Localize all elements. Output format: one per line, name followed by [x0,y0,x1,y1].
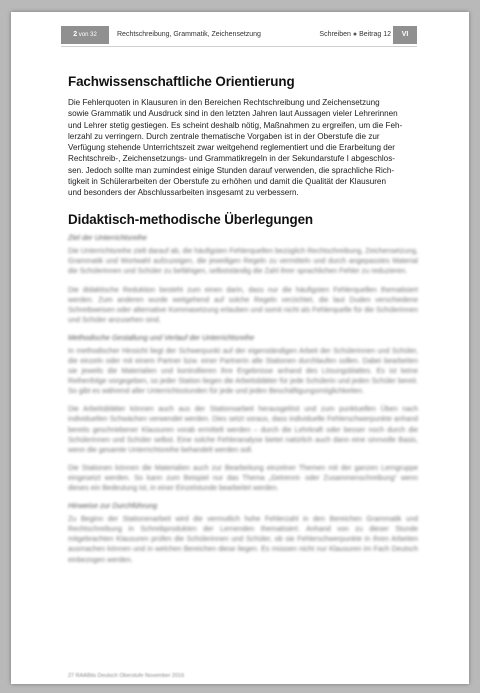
intro-line: tigkeit in Schülerarbeiten der Oberstufe zu erhöhen und damit die Qualität der Klausuren [68,176,386,186]
subheading-method: Methodische Gestaltung und Verlauf der Unterrichtsreihe [68,332,255,342]
section-badge: VI [393,26,417,44]
intro-paragraph [68,97,418,198]
intro-line: Die Fehlerquoten in Klausuren in den Bereichen Rechtschreibung und Zeichensetzung [68,98,380,107]
intro-text [68,97,418,198]
paragraph: Die Arbeitsblätter können auch aus der Stationsarbeit herausgelöst und zum punktuellen Üben nach individuellen Schwächen verwendet werden. Dies setzt voraus, dass individuelle Fehlerschwerpunkte anhand bereits geschriebener Klausuren vorab ermittelt werden – durch die Lehrkraft oder besser noch durch die Schülerinnen und Schüler selbst. Eine solche Fehleranalyse bietet natürlich auch dann eine sinnvolle Basis, wenn die gesamte Unterrichtsreihe behandelt werden soll. [68,404,418,454]
page-total: von 32 [78,32,97,38]
intro-line: sen. Jedoch sollte man zumindest einige Stunden darauf verwenden, die sprachliche Rich- [68,165,395,175]
header-divider [61,46,417,47]
paragraph: Zu Beginn der Stationenarbeit wird die vermutlich hohe Fehlerzahl in den Bereichen Grammatik und Rechtschreibung in Schreibprodukten der Lernenden thematisiert. Anhand von zu dieser Stunde mitgebrachten Klausuren prüfen die Schülerinnen und Schüler, ob sie Fehlerschwerpunkte in ihren Arbeiten ausmachen können und in welchen Bereichen diese liegen. Es müssen nicht nur Klausuren im Fach Deutsch einbezogen werden. [68,514,418,564]
paragraph: Die Stationen können die Materialien auch zur Bearbeitung einzelner Themen mit der ganzen Lerngruppe eingesetzt werden. So kann zum Beispiel nur das Thema „Getrennt- oder Zusammenschreibung“ wenn dieses ein Bedeutung ist, in einer Einzelstunde bearbeitet werden. [68,462,418,493]
subheading-notes: Hinweise zur Durchführung [68,501,158,511]
header-topic: Rechtschreibung, Grammatik, Zeichensetzung [117,31,261,38]
header-category-label: Schreiben [319,31,351,38]
main-content [68,74,418,573]
page-header [11,26,469,44]
header-contribution: Beitrag 12 [359,31,391,38]
intro-line: lerzahl zu verringern. Durch zentrale thematische Vorgaben ist in der Oberstufe die zur [68,131,380,141]
page-footer: 27 RAABits Deutsch Oberstufe November 2016 [68,673,185,679]
page-number: 2 [73,31,78,38]
page-number-badge [61,26,109,44]
section-heading-orientation: Fachwissenschaftliche Orientierung [68,74,295,89]
intro-line: Verfügung stehende Unterrichtszeit zwar weitgehend reglementiert und die Erarbeitung der [68,143,395,152]
intro-line: und besonders der Abschlussarbeiten insgesamt zu verbessern. [68,188,299,197]
paragraph: In methodischer Hinsicht liegt der Schwerpunkt auf der eigenständigen Arbeit der Schülerinnen und Schüler, die einzeln oder mit einem Partner bzw. einer Partnerin alle Stationen durchlaufen sollen. Dabei bearbeiten sie jeweils die Materialien und kontrollieren ihre Ergebnisse anhand des Lösungsblattes. Es ist keine Reihenfolge vorgegeben, so jeder Station liegen die Arbeitsblätter für jede Schülerin und jeden Schüler bereit. So gibt es während aller Unterrichtsstunden für jede und jeden Beschäftigungsmöglichkeiten. [68,345,418,396]
paragraph: Die Unterrichtsreihe zielt darauf ab, die häufigsten Fehlerquellen bezüglich Rechtschreibung, Zeichensetzung, Grammatik und Wortwahl aufzuzeigen, die jeweiligen Regeln zu vermitteln und durch angepasstes Material die Schülerinnen und Schüler zu befähigen, selbstständig die Zahl ihrer sprachlichen Fehler zu reduzieren. [68,246,418,276]
intro-line: sowie Grammatik und Ausdruck sind in den letzten Jahren laut Aussagen vieler Lehrerinnen [68,109,398,119]
intro-line: und Lehrer stetig gestiegen. Es scheint deshalb nötig, Maßnahmen zu ergreifen, um die Feh- [68,120,403,130]
section-heading-didactics: Didaktisch-methodische Überlegungen [68,212,314,228]
paragraph: Die didaktische Reduktion besteht zum einen darin, dass nur die häufigsten Fehlerquellen thematisiert werden. Zum anderen wurde weitgehend auf solche Regeln verzichtet, die laut Duden verschiedene Schreibweisen oder alternative Kommasetzung erlauben und somit nicht als Fehlerquelle für die Schülerinnen und Schüler anzusehen sind. [68,284,418,324]
intro-line: Rechtschreib-, Zeichensetzungs- und Grammatikregeln in der Sekundarstufe I abgeschlos- [68,154,395,164]
bullet-icon: ● [352,31,358,38]
subheading-goal: Ziel der Unterrichtsreihe [68,233,147,243]
blurred-content [68,233,418,564]
document-page [11,12,469,684]
header-category [319,26,391,44]
